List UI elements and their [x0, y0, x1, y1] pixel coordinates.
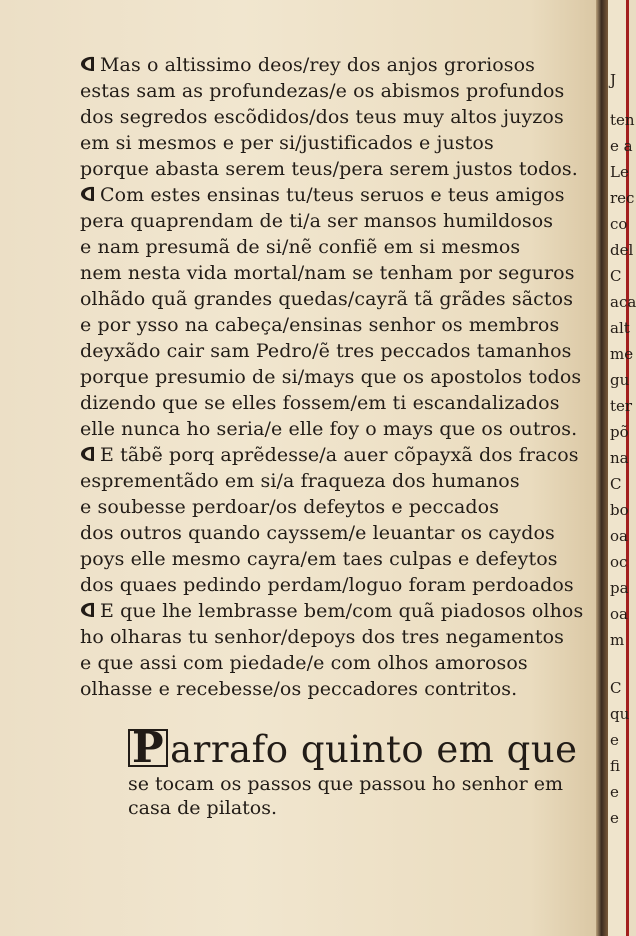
- verse-line-text: E tãbẽ porq aprẽdesse/a auer cõpayxã dos fracos: [100, 444, 579, 466]
- verse-line: [80, 338, 595, 364]
- facing-page-fragment: oa: [610, 605, 628, 623]
- facing-page-fragment: fi: [610, 757, 621, 775]
- facing-page-fragment: e a: [610, 137, 633, 155]
- facing-page-fragment: aca: [610, 293, 636, 311]
- facing-page-fragment: qu: [610, 705, 630, 723]
- facing-page-fragment: co: [610, 215, 628, 233]
- verse-line: [80, 156, 595, 182]
- verse-line-text: ho olharas tu senhor/depoys dos tres negamentos: [80, 626, 564, 648]
- verse-line: [80, 416, 595, 442]
- verse-text-block: [80, 52, 595, 702]
- verse-line: [80, 442, 595, 468]
- verse-line: [80, 130, 595, 156]
- verse-line: [80, 208, 595, 234]
- verse-line-text: elle nunca ho seria/e elle foy o mays que os outros.: [80, 418, 578, 440]
- decorated-initial-p: P: [128, 729, 168, 767]
- facing-page-fragment: del: [610, 241, 634, 259]
- verse-line-text: Mas o altissimo deos/rey dos anjos groriosos: [100, 54, 536, 76]
- facing-page-fragment: gu: [610, 371, 630, 389]
- verse-line-text: estas sam as profundezas/e os abismos profundos: [80, 80, 565, 102]
- verse-line-text: e que assi com piedade/e com olhos amorosos: [80, 652, 528, 674]
- facing-page-fragment: e: [610, 809, 619, 827]
- verse-line: [80, 52, 595, 78]
- facing-page-fragment: rec: [610, 189, 635, 207]
- verse-line: [80, 572, 595, 598]
- verse-line: [80, 78, 595, 104]
- facing-page-edge: [608, 0, 636, 936]
- verse-line: [80, 286, 595, 312]
- verse-line-text: E que lhe lembrasse bem/com quã piadosos olhos: [100, 600, 584, 622]
- facing-page-fragment: alt: [610, 319, 630, 337]
- verse-line: [80, 598, 595, 624]
- facing-page-fragment: e: [610, 731, 619, 749]
- facing-page-fragment: pa: [610, 579, 629, 597]
- verse-line-text: dizendo que se elles fossem/em ti escandalizados: [80, 392, 560, 414]
- verse-line-text: olhasse e recebesse/os peccadores contritos.: [80, 678, 518, 700]
- heading-title-rest: arrafo quinto em que: [170, 728, 578, 771]
- verse-line: [80, 546, 595, 572]
- verse-line-text: em si mesmos e per si/justificados e justos: [80, 132, 494, 154]
- verse-line-text: dos outros quando cayssem/e leuantar os caydos: [80, 522, 555, 544]
- verse-line: [80, 234, 595, 260]
- facing-page-fragment: põ: [610, 423, 629, 441]
- verse-line-text: esprementãdo em si/a fraqueza dos humanos: [80, 470, 520, 492]
- verse-line: [80, 260, 595, 286]
- pilcrow-icon: [80, 53, 97, 69]
- verse-line-text: e soubesse perdoar/os defeytos e peccados: [80, 496, 500, 518]
- verse-line: [80, 676, 595, 702]
- facing-page-fragment: na: [610, 449, 629, 467]
- verse-line-text: e por ysso na cabeça/ensinas senhor os membros: [80, 314, 560, 336]
- verse-line: [80, 364, 595, 390]
- verse-line-text: dos quaes pedindo perdam/loguo foram perdoados: [80, 574, 574, 596]
- facing-page-fragment: oc: [610, 553, 628, 571]
- verse-line: [80, 104, 595, 130]
- verse-line: [80, 624, 595, 650]
- facing-page-fragment: oa: [610, 527, 628, 545]
- verse-line-text: Com estes ensinas tu/teus seruos e teus amigos: [100, 184, 565, 206]
- heading-subtitle-line: casa de pilatos.: [128, 797, 278, 819]
- verse-line-text: porque presumio de si/mays que os apostolos todos: [80, 366, 582, 388]
- facing-page-fragment: J: [610, 71, 617, 89]
- facing-page-fragment: ten: [610, 111, 635, 129]
- heading-title: [128, 723, 598, 772]
- verse-line-text: dos segredos escõdidos/dos teus muy altos juyzos: [80, 106, 564, 128]
- verse-line-text: olhãdo quã grandes quedas/cayrã tã grãdes sãctos: [80, 288, 574, 310]
- verse-line: [80, 312, 595, 338]
- facing-page-fragment: C: [610, 679, 622, 697]
- facing-page-fragment: ter: [610, 397, 633, 415]
- verse-line-text: deyxãdo cair sam Pedro/ẽ tres peccados tamanhos: [80, 340, 572, 362]
- facing-page-fragment: Le: [610, 163, 629, 181]
- facing-page-fragment: me: [610, 345, 634, 363]
- verse-line: [80, 520, 595, 546]
- verse-line-text: e nam presumã de si/nẽ confiẽ em si mesmos: [80, 236, 521, 258]
- section-heading: [128, 723, 598, 820]
- facing-page-fragment: C: [610, 267, 622, 285]
- verse-line-text: nem nesta vida mortal/nam se tenham por seguros: [80, 262, 575, 284]
- pilcrow-icon: [80, 599, 97, 615]
- verse-line: [80, 494, 595, 520]
- heading-subtitle-line: se tocam os passos que passou ho senhor em: [128, 773, 563, 795]
- verse-line-text: poys elle mesmo cayra/em taes culpas e defeytos: [80, 548, 558, 570]
- verse-line-text: porque abasta serem teus/pera serem justos todos.: [80, 158, 578, 180]
- pilcrow-icon: [80, 443, 97, 459]
- facing-page-fragment: m: [610, 631, 625, 649]
- verse-line: [80, 182, 595, 208]
- facing-page-fragment: e: [610, 783, 619, 801]
- pilcrow-icon: [80, 183, 97, 199]
- facing-page-fragment: C: [610, 475, 622, 493]
- verse-line: [80, 468, 595, 494]
- verse-line: [80, 390, 595, 416]
- verse-line-text: pera quaprendam de ti/a ser mansos humildosos: [80, 210, 554, 232]
- verse-line: [80, 650, 595, 676]
- book-gutter: [596, 0, 608, 936]
- facing-page-fragment: bo: [610, 501, 629, 519]
